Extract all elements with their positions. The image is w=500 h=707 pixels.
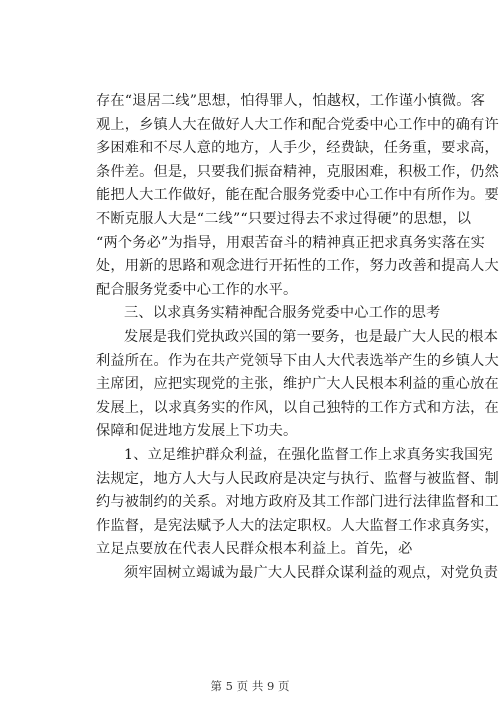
text-line: 发展上，以求真务实的作风，以自己独特的工作方式和方法，在	[96, 399, 499, 416]
text-line: 发展是我们党执政兴国的第一要务，也是最广大人民的根本	[124, 328, 499, 345]
text-line: 多困难和不尽人意的地方，人手少，经费缺，任务重，要求高，	[96, 140, 499, 157]
text-line: 法规定，地方人大与人民政府是决定与执行、监督与被监督、制	[96, 470, 499, 487]
text-line: 立足点要放在代表人民群众根本利益上。首先，必	[96, 541, 413, 558]
text-line: 条件差。但是，只要我们振奋精神，克服困难，积极工作，仍然	[96, 163, 499, 180]
text-line: 处，用新的思路和观念进行开拓性的工作，努力改善和提高人大	[96, 258, 499, 275]
text-line: 观上，乡镇人大在做好人大工作和配合党委中心工作中的确有许	[96, 116, 499, 133]
text-line: 存在“退居二线”思想，怕得罪人，怕越权，工作谨小慎微。客	[96, 93, 485, 109]
text-line: “两个务必”为指导，用艰苦奋斗的精神真正把求真务实落在实	[96, 234, 485, 251]
text-line: 三、以求真务实精神配合服务党委中心工作的思考	[124, 305, 441, 322]
page-footer: 第 5 页 共 9 页	[210, 679, 290, 693]
text-line: 作监督，是宪法赋予人大的法定职权。人大监督工作求真务实，	[96, 517, 499, 534]
text-line: 1、立足维护群众利益，在强化监督工作上求真务实我国宪	[124, 446, 493, 463]
text-line: 不断克服人大是“二线”“只要过得去不求过得硬”的思想，以	[96, 210, 472, 227]
text-line: 保障和促进地方发展上下功夫。	[96, 423, 298, 440]
text-line: 能把人大工作做好，能在配合服务党委中心工作中有所作为。要	[96, 187, 499, 204]
document-body	[96, 90, 499, 585]
text-line: 须牢固树立竭诚为最广大人民群众谋利益的观点，对党负责	[124, 564, 499, 581]
text-line: 主席团，应把实现党的主张，维护广大人民根本利益的重心放在	[96, 376, 499, 393]
text-line: 约与被制约的关系。对地方政府及其工作部门进行法律监督和工	[96, 494, 499, 511]
text-line: 配合服务党委中心工作的水平。	[96, 281, 298, 298]
text-line: 利益所在。作为在共产党领导下由人大代表选举产生的乡镇人大	[96, 352, 499, 369]
